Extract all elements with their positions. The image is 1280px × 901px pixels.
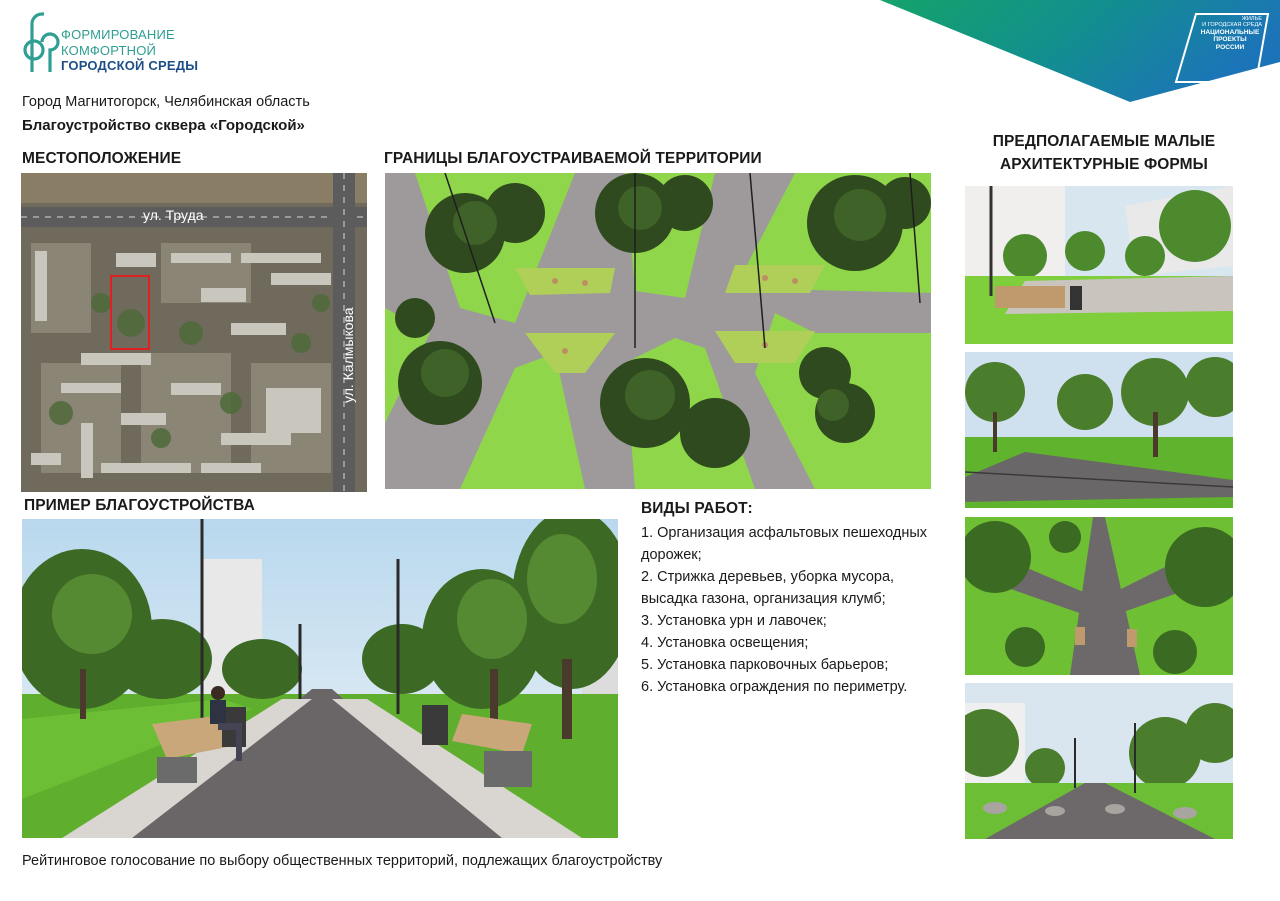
works-list bbox=[641, 522, 941, 698]
location-line: Город Магнитогорск, Челябинская область bbox=[22, 94, 310, 110]
works-item: 6. Установка ограждения по периметру. bbox=[641, 679, 908, 695]
project-title: Благоустройство сквера «Городской» bbox=[22, 117, 305, 134]
example-heading: ПРИМЕР БЛАГОУСТРОЙСТВА bbox=[24, 497, 255, 514]
forms-thumbnail-3 bbox=[965, 517, 1233, 675]
logo-line-2: КОМФОРТНОЙ bbox=[61, 42, 157, 58]
forms-heading: ПРЕДПОЛАГАЕМЫЕ МАЛЫЕ АРХИТЕКТУРНЫЕ ФОРМЫ bbox=[992, 133, 1216, 173]
logo-emblem-icon bbox=[25, 14, 58, 72]
logo-line-1: ФОРМИРОВАНИЕ bbox=[61, 27, 175, 42]
works-item: 3. Установка урн и лавочек; bbox=[641, 613, 827, 629]
location-satellite-map bbox=[21, 173, 367, 492]
forms-thumbnail-4 bbox=[965, 683, 1233, 839]
example-visualization bbox=[22, 519, 618, 838]
boundaries-heading: ГРАНИЦЫ БЛАГОУСТРАИВАЕМОЙ ТЕРРИТОРИИ bbox=[384, 150, 762, 167]
national-projects-label bbox=[1198, 16, 1262, 52]
forms-thumbnail-1 bbox=[965, 186, 1233, 344]
program-logo-text bbox=[61, 27, 198, 74]
np-big-1: НАЦИОНАЛЬНЫЕ bbox=[1200, 28, 1260, 36]
location-heading: МЕСТОПОЛОЖЕНИЕ bbox=[22, 150, 182, 167]
np-big-3: РОССИИ bbox=[1215, 44, 1245, 51]
footer-note: Рейтинговое голосование по выбору общественных территорий, подлежащих благоустройству bbox=[22, 853, 663, 869]
np-small-1: ЖИЛЬЕ bbox=[1241, 16, 1262, 22]
boundary-plan-render bbox=[385, 173, 931, 489]
street-label-horizontal: ул. Труда bbox=[143, 207, 204, 223]
works-item: 1. Организация асфальтовых пешеходных дорожек; bbox=[641, 525, 928, 563]
street-label-vertical: ул. Калмыкова bbox=[340, 307, 356, 403]
np-big-2: ПРОЕКТЫ bbox=[1213, 36, 1247, 44]
np-small-2: И ГОРОДСКАЯ СРЕДА bbox=[1202, 22, 1262, 29]
forms-thumbnail-2 bbox=[965, 352, 1233, 508]
logo-line-3: ГОРОДСКОЙ СРЕДЫ bbox=[61, 58, 199, 73]
works-heading: ВИДЫ РАБОТ: bbox=[641, 500, 753, 517]
works-item: 4. Установка освещения; bbox=[641, 635, 809, 651]
works-item: 2. Стрижка деревьев, уборка мусора, высадка газона, организация клумб; bbox=[641, 569, 895, 607]
works-item: 5. Установка парковочных барьеров; bbox=[641, 657, 889, 673]
